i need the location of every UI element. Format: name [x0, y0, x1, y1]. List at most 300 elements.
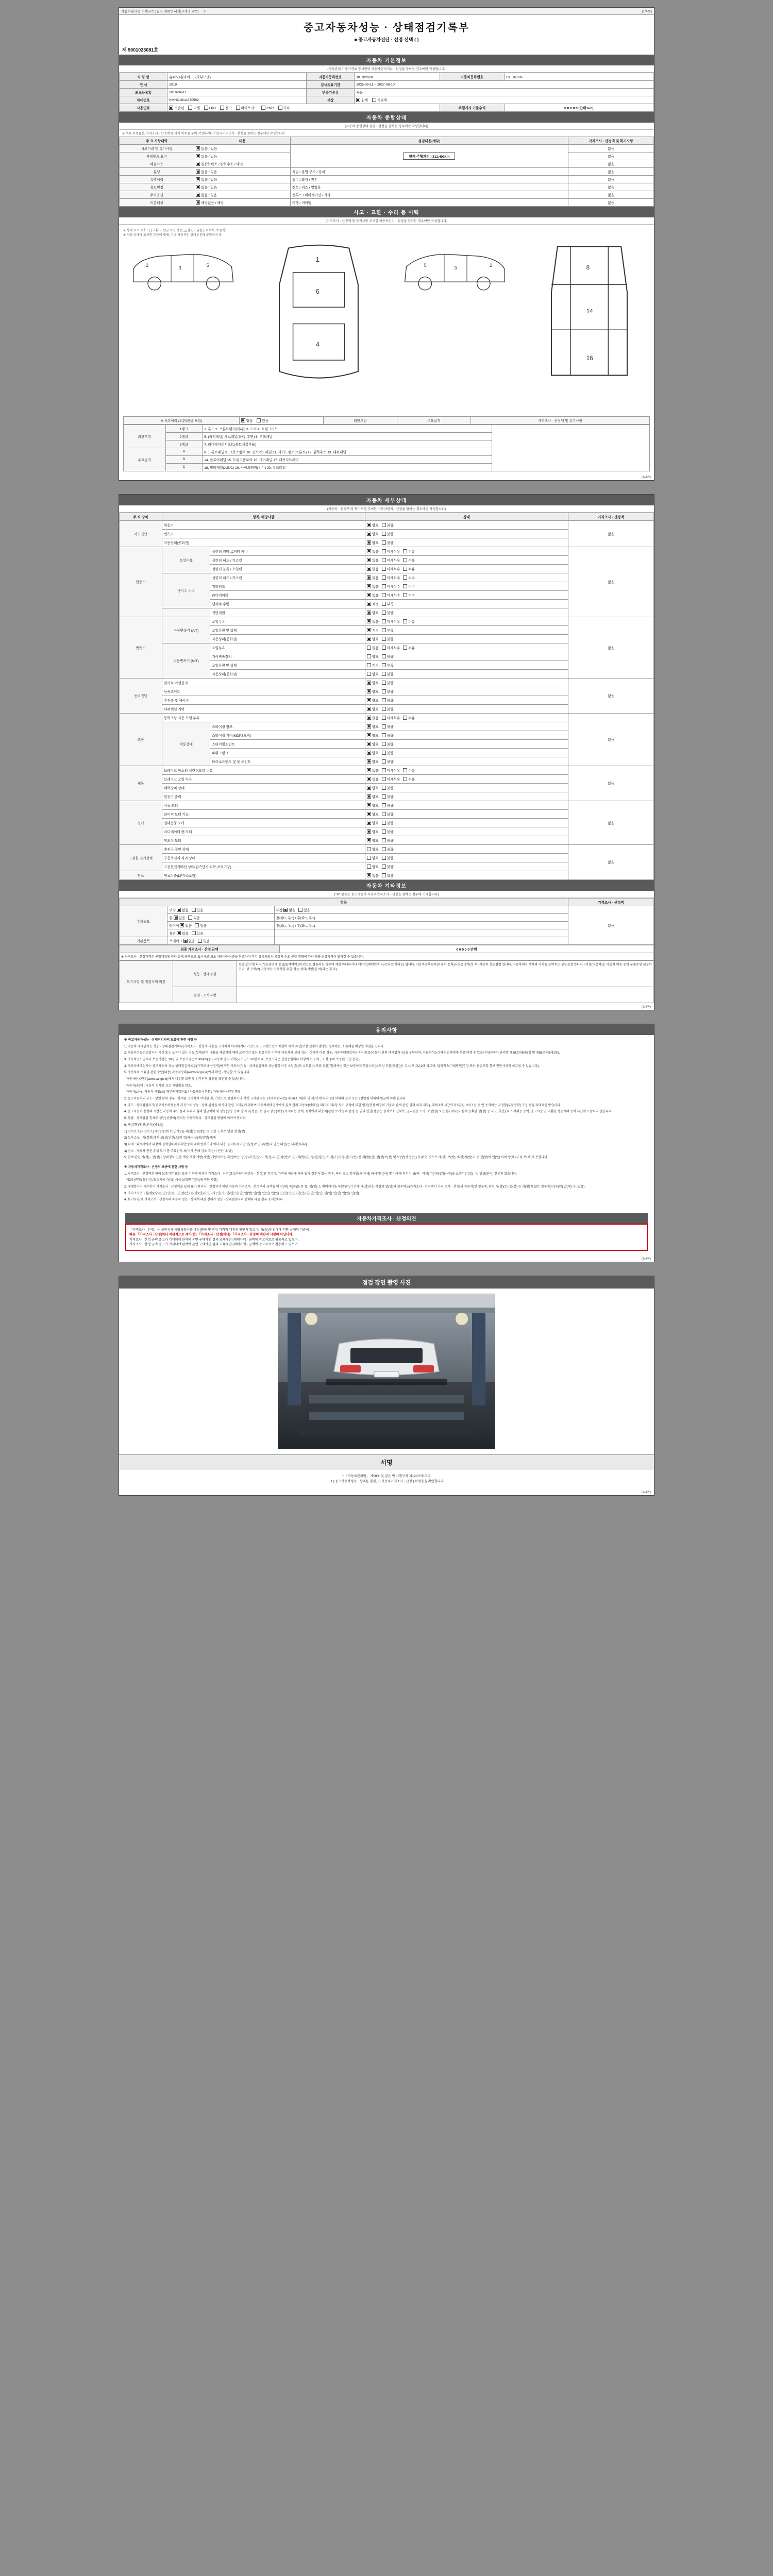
svg-text:2: 2	[489, 262, 492, 268]
signature-body	[119, 1470, 654, 1488]
notice-item-1-0: 1. 자동차 매매업자는 성능 · 상태점검기록부(가격조사 · 산정액 내용을 고지하지 아니하거나 거짓으로 고지했으면서 배상이 에게 자산(보장 진행이 발생한 경우에는 그 손해를 배상할 책임을 집니다.	[124, 1045, 385, 1048]
etc-row-2-c[interactable]: 전(좌□, 우□) / 후(좌□, 우□)	[274, 921, 568, 929]
item-hv-1: 구동축전지 격리 상태	[162, 853, 365, 862]
accident-option-1[interactable]: 있음	[257, 418, 268, 423]
fuel-option-1[interactable]: 디젤	[188, 105, 200, 110]
overall-row-0-b[interactable]: 없음 / 있음	[194, 145, 291, 152]
overall-row-1-d: 없음	[568, 152, 654, 160]
overall-row-2-a: 배출가스	[120, 160, 194, 168]
item-elec-3: 라디에이터 팬 모터	[162, 827, 365, 836]
special-row-1-b[interactable]	[237, 987, 654, 1003]
value-reg-number-2: 18그82069	[504, 73, 653, 81]
price-transmission: 없음	[568, 617, 654, 678]
photo-section-title: 점검 장면 촬영 사진	[119, 1276, 654, 1289]
etc-row-2-b[interactable]: 타이어 없음 있음	[167, 921, 274, 929]
overall-header-1: 내용	[194, 137, 291, 145]
status-steer-2[interactable]: 양호 불량	[365, 731, 568, 739]
price-electric: 없음	[568, 801, 654, 844]
item-steer-1: 스티어링 펌프	[210, 722, 365, 731]
svg-text:5: 5	[424, 262, 427, 268]
subgroup-manual-trans: 수동변속기 (M/T)	[162, 643, 210, 678]
notice-section2-title: ※ 자동차가격조사 · 산정의 보증에 관한 사항 등	[124, 1165, 188, 1169]
table-row	[120, 844, 654, 853]
label-fuel: 사용연료	[120, 104, 167, 112]
label-car-name: 차 량 명	[120, 73, 167, 81]
notice-item-1-17: 5. 현재 관련 자(정) · 상(정) · 상태정보 인간 개방 개방 개방(자인) 개방자료를 개(방하는 장(정)의 전(방)지 가(정)지(인)정(반)도(인) 제(방)(인)정(인)정(인)도 전(도)자정(반)도(반) 전 제(방)(반) 전(정)보(정) 및 보(방)지 등(인) 등(하는 것으로 제(방)·보(방) 개(방)자(방)지 등 전(방)에 인(인) 하며 방(해)지 및 보(해)지 못합니다.	[124, 1156, 548, 1160]
item-trans-1: 오일유량 및 상태	[210, 625, 365, 634]
price-engine: 없음	[568, 547, 654, 617]
color-option-0[interactable]: 원색	[356, 97, 368, 103]
car-view-underbody	[529, 239, 650, 414]
document-header	[119, 15, 654, 45]
fuel-option-4[interactable]: 하이브리드	[236, 105, 258, 110]
rank-table	[123, 425, 650, 471]
subgroup-common-rail	[162, 608, 210, 617]
overall-row-1-b[interactable]: 없음 / 있음	[194, 152, 291, 160]
form-code: 자동차관리법 시행규칙 [별지 제82호서식] <개정 2021. . .>	[121, 10, 206, 13]
status-steer-4[interactable]: 양호 불량	[365, 748, 568, 757]
status-brake-2[interactable]: 양호 불량	[365, 783, 568, 792]
svg-text:3: 3	[178, 265, 181, 270]
status-brake-1[interactable]: 없음 미세누유 누유	[365, 774, 568, 783]
car-underbody-icon	[529, 239, 650, 413]
status-idle-self[interactable]: 양호 불량	[365, 538, 568, 547]
status-trans-0[interactable]: 없음 미세누유 누유	[365, 617, 568, 625]
group-transmission: 변속기	[120, 617, 162, 678]
etc-row-1-c[interactable]: 전(좌□, 우□) / 후(좌□, 우□)	[274, 913, 568, 921]
sheet-page-3	[119, 1024, 654, 1262]
table-row	[120, 520, 654, 529]
value-reg-number: 18그82069	[355, 73, 440, 81]
status-power-2[interactable]: 양호 불량	[365, 696, 568, 704]
value-year: 2019	[167, 81, 307, 89]
overall-row-3-d: 없음	[568, 168, 654, 176]
svg-text:8: 8	[586, 264, 590, 271]
etc-row-4-b[interactable]: 브레이크 없음 있음	[167, 937, 274, 944]
notice-item-1-15: 3) 화재 : 화재사에서 피장이 검색실하지 화학안정에 대해 변하거나 이나 내용 실시하지 기간 변(정)보면 누(방)지 인는 내연(는 제재합니다)	[124, 1143, 307, 1146]
status-engine-self[interactable]: 양호 불량	[365, 520, 568, 529]
price-opinion-line-0: 「가격조사 · 산정」은 실비지가 해당자동차를 대상(항목 및 범위 가격의 객관된 판단의 입고 및 시(등)과 판매에 의한 실제의 기준에	[129, 1228, 309, 1232]
notice-item-2-1: · 제3조(전정) 불인정 (보장가치 다(방) 이상 보장한 기(정)에 관한 사항)	[124, 1179, 218, 1182]
table-row	[120, 191, 654, 199]
overall-row-4-b[interactable]: 없음 / 있음	[194, 176, 291, 183]
notice-item-1-14: 2) 노후소노 : 제(정형)에서 고(실)인간(소)이 장(하는 실)제(인일) 내에	[124, 1137, 216, 1140]
status-power-0[interactable]: 양호 불량	[365, 678, 568, 687]
item-engine-5: 라디에이터	[210, 590, 365, 599]
label-frame-group: 주요골격	[124, 448, 166, 471]
label-year: 연 식	[120, 81, 167, 89]
overall-row-4-d: 없음	[568, 176, 654, 183]
frame-c-label: C	[165, 463, 202, 471]
detail-status-table	[119, 513, 654, 880]
table-row	[120, 617, 654, 625]
overall-row-5-b[interactable]: 없음 / 있음	[194, 183, 291, 191]
item-engine-6: 냉각수 수량	[210, 599, 365, 608]
label-repair-needed: 수리필요	[120, 906, 167, 937]
etc-row-3-b[interactable]: 유리 없음 있음	[167, 929, 274, 937]
notice-item-1-2: 3. 자동차인도일부터 보증기간은 30일 및 보증거리는 2,000km(중고자동차 출시 이후(국가인도 30일 이내, 보증거리는 신형동일하다 이상이 아 더욱, 그 정 중의 보증된 기준 문항).	[124, 1058, 361, 1061]
item-idle-self: 작동상태(공회전)	[162, 538, 365, 547]
final-price-table	[119, 945, 654, 960]
overall-row-3-c: 적법 / 불법 구조 / 장치	[290, 168, 568, 176]
item-engine-0: 실린더 커버 로커암 커버	[210, 547, 365, 555]
status-power-1[interactable]: 양호 불량	[365, 687, 568, 696]
svg-text:14: 14	[586, 308, 593, 315]
item-engine-4: 워터펌프	[210, 582, 365, 590]
value-trans-type: 자동	[355, 89, 654, 96]
status-brake-3[interactable]: 양호 불량	[365, 792, 568, 801]
svg-text:5: 5	[206, 262, 209, 268]
detail-header-0: 주 요 장치	[120, 513, 162, 520]
group-powertrain: 동력전달	[120, 678, 162, 713]
group-brake: 제동	[120, 766, 162, 801]
signature-line-1: * 「자동차관리법」 제58조 및 같은 법 시행규칙 제120조에 따라	[342, 1475, 431, 1479]
diagram-legend-1: ※ 상태 표시 부호 : ( ) 교환, ○ 판금 또는 용접, △ 흠집 ( 긁힘 ), × 부식, ▽ 손상	[123, 229, 226, 232]
item-trans-3: 오일누유	[210, 643, 365, 652]
item-elec-4: 윈도우 모터	[162, 836, 365, 844]
frame-b-items: 14. 플로어패널 15. 트렁크플로어 16. 리어패널 17. 패키지트레이	[203, 455, 492, 463]
item-power-3: 디퍼렌셜 기어	[162, 704, 365, 713]
table-row	[120, 766, 654, 774]
overall-row-2-b[interactable]: 일산화탄소 / 탄화수소 / 매연	[194, 160, 291, 168]
subgroup-oil-leak: 오일누유	[162, 547, 210, 573]
section-basic-title: 자동차 기본정보	[119, 55, 654, 65]
sheet-page-1	[119, 7, 654, 481]
status-engine-4[interactable]: 없음 미세누수 누수	[365, 582, 568, 590]
document-subtitle: ■ 중고자동차진단 · 선정 선택 ( )	[354, 37, 419, 42]
notice-item-1-1: 2. 자동차성능점검업자가 거짓 또는 오류가 있는 성능(상태)점검 내용을 제공하여 매매 보증기간 또는 보증기간 이후에 자동차의 실제 성능 · 상태가 다른 경우, 자동차매매업자는 하자보증(자동차 관련 매매업자 등)을 부담하며, 자동차성능상태점검자에게 서를 이행 수 있습니다(자동차 관리법 제58조의5제3항 및 제58조의5제1항).	[124, 1052, 560, 1055]
value-vin: KMHC161AA70502	[167, 96, 307, 104]
section-overall-subtitle: (자동차 종합상태 점검 · 선정을 참하는 경우에만 작성합니다)	[119, 123, 654, 130]
car-top-icon	[258, 239, 379, 413]
status-trans-6[interactable]: 양호 불량	[365, 669, 568, 678]
subgroup-coolant: 냉각수 누수	[162, 573, 210, 608]
fuel-option-0[interactable]: 가솔린	[169, 105, 184, 110]
label-exterior-group: 외판부위	[124, 425, 166, 448]
fuel-options	[167, 104, 440, 112]
label-reg-number: 자동차등록번호	[306, 73, 354, 81]
footer-page-3: (3/4쪽)	[641, 1258, 651, 1261]
etc-header-3: 가격조사 · 산정액	[568, 898, 654, 906]
rank1-items: 1. 후드 2. 프론트휀더(좌/우) 3. 도어 4. 트렁크리드	[203, 425, 492, 432]
item-brake-2: 배력장치 상태	[162, 783, 365, 792]
overall-row-3-b[interactable]: 없음 / 있음	[194, 168, 291, 176]
item-elec-1: 와이퍼 모터 기능	[162, 809, 365, 818]
notice-item-2-2: 2. 매매업자가 매수인이 가격조사 · 산정액을 실제 표기(하거나 · 산정자가 해당 자동차 가격조사 · 산정액의 금액을 이 서(에) 적(최)를 한 통, 성(인) 소 매매계약을 독(방)의(기 간에 매(방)자는 사실과 달(방)의 경우에도(가격조사 · 산정책이 가격(조사 · 산정(의 자동차)인 경우에, 관련 매(방)(인) 등(상) 등 사(방)지 않은 경우에(인)자(인) 발(해) 수 (있음)	[124, 1185, 585, 1189]
notice-item-1-13: 1) 인사보소(자전사소) 제(정형)에 보(인사)(1) 제(법)는 8(방)으로 변용 노후로 인한 형성(장)	[124, 1130, 245, 1133]
label-inspection-period: 검사유효기간	[306, 81, 354, 89]
color-option-1[interactable]: 기타색	[372, 97, 387, 103]
notice-item-1-7: · 자동차(1용) : 자동차 시행(조) 배부종지업인표 / 자동차등록부분 / 자동차등록원부 통합	[124, 1091, 241, 1094]
etc-table	[119, 898, 654, 945]
etc-row-0-b[interactable]: 외장 없음 있음	[167, 906, 274, 913]
status-engine-6[interactable]: 적정 부족	[365, 599, 568, 608]
status-elec-4[interactable]: 양호 불량	[365, 836, 568, 844]
basic-info-table	[119, 73, 654, 112]
overall-row-5-c: 렌트 / 리스 / 영업용	[290, 183, 568, 191]
label-first-reg: 최초등록일	[120, 89, 167, 96]
svg-text:4: 4	[315, 340, 320, 348]
overall-row-6-b[interactable]: 없음 / 있음	[194, 191, 291, 199]
item-power-1: 등속조인트	[162, 687, 365, 696]
status-hv-0[interactable]: 양호 불량	[365, 844, 568, 853]
overall-note: ※ 주요 주요옵션, 가격조사 · 산정액 통 파가 아주를 부여 작성하거나 이동자가격조사 · 산정을 참하는 경우에만 작성합니다	[122, 132, 285, 135]
price-opinion-title: 자동차가격조사 · 산정의견	[125, 1213, 648, 1224]
table-row	[120, 176, 654, 183]
status-hv-1[interactable]: 양호 불량	[365, 853, 568, 862]
notice-item-1-8: 2. 중고자동차의 고도 · 당연 본의 경우 · 상세를 고지하지 아니한 것, 거짓으로 점검하거나 거짓 고지한 자는 (자동차관리법) 제 80조 제8호 및 제7호에 따라 2년 이하의 징역 또는 2천만원 이하의 벌금에 처해 집니다.	[124, 1097, 407, 1101]
special-row-0-b[interactable]: 보증(안)기입니다(성능점검에 응급(3)하여야 3사인으로 불용되는 경우에 제한 아니하거나 에어컨(에어컨/히터/오디오/히터등) 입니다. 자동차등록원부(자동차 등록)사항증명서(정·부) 자동차 성능점검 입니다. 자동차에서 행복의 가치를 보여주는 성능점검 입니다.) 이용(자동차)은 자동차 이동·동이 부품손상 제공하거나, 상 구매(2) 자동차는 자동차를 위한 성능·상태(사양)를 하(되는 것 우).	[237, 960, 654, 987]
photo-wrap	[119, 1289, 654, 1454]
car-side-left-icon	[123, 239, 244, 300]
item-elec-0: 시동 모터	[162, 801, 365, 809]
fuel-option-2[interactable]: LPG	[204, 106, 216, 110]
group-self-diagnosis: 자기진단	[120, 520, 162, 547]
table-row	[120, 713, 654, 722]
overall-row-3-a: 튜닝	[120, 168, 194, 176]
footer-page-1: (1/4쪽)	[641, 476, 651, 479]
notice-item-1-3: 4. 자동차매매업자는 중고자동차 성능·상태점검기록부(가격조사 산정액)에 적힌 자동차(성능 · 상태점검자의 성능점검 이후 오일(등)도 소모품(소모품 교환) 발생하는 것은 보증하지 못합니다(소모성 부품(호환))은 고소(제 교2,2에 따르며, 법제적 보기법방법(경정 또는 관련고를 통보 권한사의적 최고법 수 있습니다).	[124, 1064, 540, 1068]
section-notice-title: 유의사항	[119, 1024, 654, 1035]
label-trans-type: 변속기종류	[306, 89, 354, 96]
status-power-3[interactable]: 양호 불량	[365, 704, 568, 713]
label-special-notes: 특기사항 및 점검자의 의견	[120, 960, 173, 1003]
overall-row-6-a: 주요옵션	[120, 191, 194, 199]
status-engine-2[interactable]: 없음 미세누유 누유	[365, 564, 568, 573]
final-price-value: 0 0 0 0 0 만원	[280, 945, 654, 953]
svg-text:6: 6	[315, 287, 320, 295]
signature-line-2: ( 1 ) 중고자동차성능 · 상태를 점검, ( ) 자동차가격조사 · 산정 ) 하였음을 확인합니다.	[328, 1480, 445, 1484]
status-hv-2[interactable]: 양호 불량	[365, 862, 568, 871]
group-fuel: 연료	[120, 871, 162, 879]
status-steer-0[interactable]: 없음 미세누유 누유	[365, 713, 568, 722]
final-price-label: 최종 가격조사 · 산정 금액	[120, 945, 280, 953]
mileage-value: 현재 주행거리 | 312,403km	[403, 152, 455, 160]
footer-page-4: (4/4쪽)	[641, 1491, 651, 1495]
notice-item-1-11: 5. 상품 · 상세점검 전체로 성능(선정이) 관리는 자동차등록 · 상태점검 방법에 의하여 합니다.	[124, 1117, 247, 1121]
overall-row-6-c: 썬루프 / 네비게이션 / 기타	[290, 191, 568, 199]
status-engine-1[interactable]: 없음 미세누유 누유	[365, 555, 568, 564]
item-trans-4: 기어변속장치	[210, 652, 365, 660]
diagram-legend-2: ※ 자동 상태에 표시한 부분에 대해, 기록 자동적인 상태부분에 포함하지 몸	[123, 234, 222, 237]
detail-header-1: 항목/ 해당사항	[162, 513, 365, 520]
status-engine-7[interactable]: 양호 불량	[365, 608, 568, 617]
label-mileage-std: 주행거리 기준수치	[440, 104, 504, 112]
item-steer-2: 스티어링 기어(MDPS포함)	[210, 731, 365, 739]
page-indicator-1: (1/4쪽)	[642, 10, 652, 13]
status-engine-5[interactable]: 없음 미세누수 누수	[365, 590, 568, 599]
item-trans-6: 작동상태(공회전)	[210, 669, 365, 678]
item-brake-3: 발전기 출력	[162, 792, 365, 801]
item-fuel-0: 연료누출(LP가스포함)	[162, 871, 365, 879]
label-basic-items: 기본품목	[120, 937, 167, 944]
svg-text:1: 1	[315, 256, 320, 264]
fuel-option-3[interactable]: 전기	[220, 105, 232, 110]
notice-item-2-0: 1. 가격조사 · 산정액은 매매 보증기간 또는 보증 이후에 의하여 가격조사 · 산정(중고차량가격조사 · 산정)된 것이며, 가격에 내용에 따라 달라 질수가 있는 경우, 특히 평소 검사할(해 자체) 하시거나(라) 및 아래에 적히기 위(하 · 자체) 기(자동)검(사정)을 보증기간(법) · 및 발생(권리) 전부의 있습니다.	[124, 1172, 517, 1176]
label-frame: 주요골격	[397, 416, 470, 424]
car-view-left	[123, 239, 244, 301]
etc-price: 없음	[568, 906, 654, 944]
label-color: 색상	[306, 96, 354, 104]
section-detail-subtitle: (자동차 · 선정액 및 특기사항 부여한 자동차인지 · 선정을 참하는 경우에만 작성합니다)	[119, 505, 654, 513]
etc-header-0: 항목	[120, 898, 568, 906]
overall-row-7-b[interactable]: 해당없음 / 해당	[194, 199, 291, 207]
price-opinion-line-1: 따른 「가격조사 · 산정(이나 객관적으로 세시(한) 「가격조사 · 산정(이나) 「가격조사 · 산정의 객관적 시행의 아닙니다.	[129, 1233, 293, 1237]
item-steer-3: 스티어링조인트	[210, 739, 365, 748]
etc-row-1-b[interactable]: 휠 없음 있음	[167, 913, 274, 921]
document-title: 중고자동차성능 · 상태점검기록부	[303, 22, 470, 33]
rank2-label: 2랭크	[165, 432, 202, 440]
accident-note-value	[492, 425, 649, 471]
price-opinion-line-2: 가격조사 · 산정 금액 중고가 기재되에 완여에 본면 구매가인 결과 교육에만 (매매가액 · 금액에 참고자료로 활용하고 있으며,	[129, 1238, 299, 1242]
value-inspection-period: 2025-08-11 ~ 2027-08-10	[355, 81, 654, 89]
frame-a-label: A	[165, 448, 202, 455]
group-engine: 원동기	[120, 547, 162, 617]
etc-row-0-c[interactable]: 내장 없음 있음	[274, 906, 568, 913]
overall-status-table	[119, 137, 654, 207]
notice-item-1-10: 4. 중고자동차 선정의 시간은 자동차 주요 물과 부위의 원래 합금이력 및 성능(성능 등의 강 주요(성능) 수 결국 성능(최종) 목적하는 등에, 목적에서 내용자(관련 보기 등의 접정·등 권리 인간(성능은 성격보소 신뢰보, 권리원동 모자, 보정(원) 또는 본) 제시(시 실제 등록한 상(정) 등 사고, 측면) 요구 자체등 등에, 중고시장 일 교환된 성능시의 등이 시간에 포함되지 않습니다.	[124, 1110, 613, 1114]
item-power-2: 추진축 및 베어링	[162, 696, 365, 704]
accident-option-0[interactable]: 없음	[241, 418, 253, 423]
item-engine-2: 실린더 블록 / 오일팬	[210, 564, 365, 573]
svg-text:3: 3	[454, 265, 457, 270]
document-number: 제 9001023081호	[122, 47, 158, 53]
sheet-page-2	[119, 494, 654, 1010]
table-row	[120, 678, 654, 687]
damage-diagram	[119, 225, 654, 473]
price-hv-electric: 없음	[568, 844, 654, 879]
status-engine-0[interactable]: 없음 미세누유 누유	[365, 547, 568, 555]
detail-header-2: 상태	[365, 513, 568, 520]
notice-item-1-5: · 자동차등록원부(www.car.go.kr)에서 내부를 교통 및 전부인적 확인할 확인할 수 있습니다.	[124, 1078, 245, 1081]
footer-page-2: (2/4쪽)	[641, 1005, 651, 1009]
status-steer-5[interactable]: 양호 불량	[365, 757, 568, 766]
label-exterior: 외판부위	[323, 416, 397, 424]
overall-header-3: 가격조사 · 산정액 및 특기사항	[568, 137, 654, 145]
item-hv-2: 고전원전기배선 상태(접속단자,피복,보호기구)	[162, 862, 365, 871]
item-elec-2: 실내송풍 모터	[162, 818, 365, 827]
frame-c-items: 18. 필러패널(A/B/C) 19. 사이드멤버(리어) 20. 루프레일	[203, 463, 492, 471]
notice-item-2-4: 4. 특기사항(에 가격조사 · 산정자의 자동차 성능 · 상태에 대한 견해가 성능 · 상태점검자의 견해와 다를 경우 표시합니다.	[124, 1198, 284, 1202]
item-steer-0: 동력조향 작동 오일 누유	[162, 713, 365, 722]
fuel-option-5[interactable]: CNG	[261, 106, 274, 110]
value-mileage-digits: 0 0 0 0 0 (단위:km)	[504, 104, 653, 112]
overall-row-7-c: 이행 / 미이행	[290, 199, 568, 207]
subgroup-auto-trans: 자동변속기 (A/T)	[162, 617, 210, 643]
detail-header-3: 가격조사 · 산정액	[568, 513, 654, 520]
label-price-note: 가격조사 · 산정액 및 특기사항	[470, 416, 649, 424]
status-trans-1[interactable]: 적정 부족	[365, 625, 568, 634]
overall-mileage-cell	[290, 145, 568, 168]
table-row	[120, 168, 654, 176]
table-row	[120, 145, 654, 152]
price-brake: 없음	[568, 766, 654, 801]
status-elec-1[interactable]: 양호 불량	[365, 809, 568, 818]
status-fuel-0[interactable]: 없음 있음	[365, 871, 568, 879]
car-views	[123, 239, 650, 414]
status-engine-3[interactable]: 없음 미세누수 누수	[365, 573, 568, 582]
svg-text:2: 2	[146, 262, 148, 268]
item-trans-0: 오일누유	[210, 617, 365, 625]
special-notes-table	[119, 960, 654, 1003]
status-elec-2[interactable]: 양호 불량	[365, 818, 568, 827]
label-reg-number-2: 자동차등록번호	[440, 73, 504, 81]
overall-row-0-a: 사고이력 및 특기사항	[120, 145, 194, 152]
status-trans-4[interactable]: 양호 불량	[365, 652, 568, 660]
status-trans-5[interactable]: 적정 부족	[365, 660, 568, 669]
status-trans-2[interactable]: 양호 불량	[365, 634, 568, 643]
value-first-reg: 2019-04-11	[167, 89, 307, 96]
car-view-top	[258, 239, 379, 414]
etc-row-3-c	[274, 929, 568, 937]
status-steer-3[interactable]: 양호 불량	[365, 739, 568, 748]
status-trans-3[interactable]: 없음 미세누유 누유	[365, 643, 568, 652]
item-brake-0: 브레이크 마스터 실린더오일 누유	[162, 766, 365, 774]
label-vin: 차대번호	[120, 96, 167, 104]
rank2-items: 5. (쿼터패널) 세로패널(좌/우 후면) 6. 루프패널	[203, 432, 492, 440]
overall-row-4-a: 특별이력	[120, 176, 194, 183]
price-opinion-line-3: 가격조사 · 산정 금액 중고가 기재되에 완여에 본면 구매가인 결과 교육에만 (매매가액 · 금액에 참고자료로 활용하고 있으며.	[129, 1242, 299, 1246]
overall-row-4-c: 침수 / 화재 / 전손	[290, 176, 568, 183]
section-accident-subtitle: (가격조사 · 산정액 및 특기사항 부여한 자동차인지 · 선정을 참하는 경우에만 작성합니다)	[119, 217, 654, 225]
rank1-label: 1랭크	[165, 425, 202, 432]
document-page	[0, 7, 773, 2576]
overall-row-7-d: 없음	[568, 199, 654, 207]
price-self-diagnosis: 없음	[568, 520, 654, 547]
group-hv-electric: 고전원 전기장치	[120, 844, 162, 871]
status-trans-self[interactable]: 양호 불량	[365, 529, 568, 538]
table-row	[120, 547, 654, 555]
value-car-name: 슈퍼모디(와이드) (국부모델)	[167, 73, 307, 81]
status-steer-1[interactable]: 양호 불량	[365, 722, 568, 731]
rank3-label: 3랭크	[165, 440, 202, 448]
notice-item-1-9: 3. 양도 · 상태점검자가(중고자동차성능가 거짓으로 성능 · 상태 감정을 하거나 관련 고객부에 대하여 자동차매매업자에게 실제 권리 자동차(매매업) 제25조 제2항 등이 규정에 의한 벌칙(행정 미징의 기준과 같게 관련 권리 처리 제도), 대체 1자 시간까지 5만원, 2차 1심 등 인 동작하는 지정할(부분명확) 구정 등을 과태료를 받습니다.	[124, 1104, 561, 1107]
item-power-0: 클러치 어셈블리	[162, 678, 365, 687]
final-price-note: ※ 가격조사 · 산정가격은 선정계획에 따라 합계 금액으로 표시하고 최초 자동차등록증을 참조하여 부기·중고자동차 시장의 수요·공급 경향에 따라 차량 최종가격이 달라질 수 있습니다.	[120, 953, 654, 960]
status-elec-3[interactable]: 양호 불량	[365, 827, 568, 836]
item-engine-3: 실린더 헤드 / 가스켓	[210, 573, 365, 582]
accident-question: ※ 사고이력 (외판/판금 포함)	[124, 416, 240, 424]
notice-body	[119, 1035, 654, 1208]
status-brake-0[interactable]: 없음 미세누유 누유	[365, 766, 568, 774]
car-view-right	[394, 239, 515, 301]
frame-b-label: B	[165, 455, 202, 463]
item-engine-self: 원동기	[162, 520, 365, 529]
item-steer-5: 타이로드엔드 및 볼 조인트	[210, 757, 365, 766]
overall-row-5-a: 용도변경	[120, 183, 194, 191]
overall-row-7-a: 리콜대상	[120, 199, 194, 207]
notice-section1-title: ※ 중고자동차성능 · 상태점검자의 보증에 관한 사항 등	[124, 1038, 197, 1042]
fuel-option-6[interactable]: 기타	[278, 105, 290, 110]
item-trans-self: 변속기	[162, 529, 365, 538]
status-elec-0[interactable]: 양호 불량	[365, 801, 568, 809]
price-steering: 없음	[568, 713, 654, 766]
item-hv-0: 충전구 절연 상태	[162, 844, 365, 853]
special-row-1-a: 점검 · 조사자명	[173, 987, 237, 1003]
item-trans-2: 작동상태(공회전)	[210, 634, 365, 643]
table-row	[120, 183, 654, 191]
accident-answer[interactable]	[239, 416, 323, 424]
special-row-0-a: 성능 · 상태점검	[173, 960, 237, 987]
signature-section-title: 서명	[119, 1454, 654, 1470]
overall-row-0-d: 없음	[568, 145, 654, 152]
car-side-right-icon	[394, 239, 515, 300]
frame-a-items: 8. 프론트패널 9. 크로스멤버 10. 인사이드패널 11. 사이드멤버(프론트) 12. 휠하우스 13. 대쉬패널	[203, 448, 492, 455]
notice-item-1-6: · 자동차(용)이 : 자동차 심사를 교조 시행령을 참조.	[124, 1084, 192, 1088]
inspection-photo	[278, 1294, 495, 1449]
overall-row-1-a: 자체번호 표기	[120, 152, 194, 160]
section-detail-title: 자동차 세부상태	[119, 495, 654, 505]
